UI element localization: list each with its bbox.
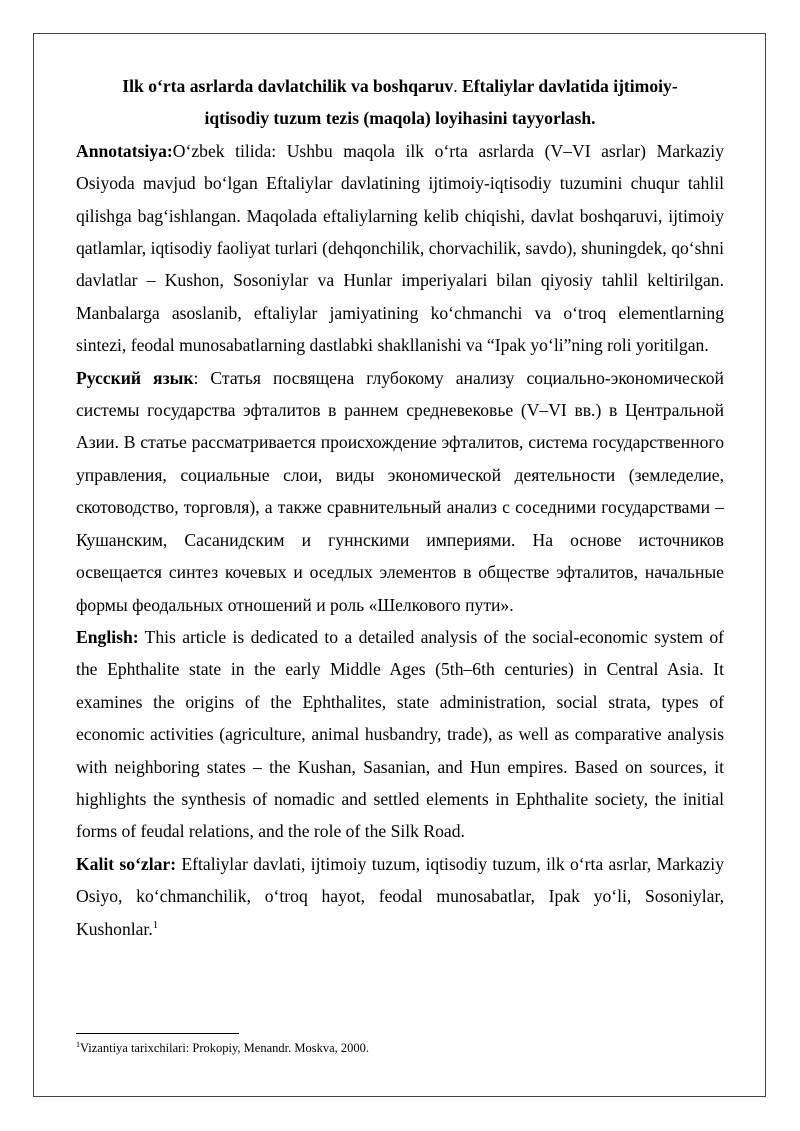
abstract-russian-text: : Статья посвящена глубокому анализу социально-экономической системы государства эфталитов в раннем средневековье (V–VI вв.) в Центральной Азии. В статье рассматривается происхождение эфталитов, система государственного управления, социальные слои, виды экономической деятельности (земледелие, скотоводство, торговля), а также сравнительный анализ с соседними государствами – Кушанским, Сасанидским и гуннскими империями. На основе источников освещается синтез кочевых и оседлых элементов в обществе эфталитов, начальные формы феодальных отношений и роль «Шелкового пути». bbox=[76, 367, 724, 615]
document-body bbox=[76, 70, 724, 945]
footnote-reference[interactable]: 1 bbox=[152, 918, 159, 931]
title-separator: . bbox=[453, 76, 462, 96]
keywords-text: Eftaliylar davlati, ijtimoiy tuzum, iqtisodiy tuzum, ilk o‘rta asrlar, Markaziy Osiyo, ko‘chmanchilik, o‘troq hayot, feodal munosabatlar, Ipak yo‘li, Sosoniylar, Kushonlar. bbox=[76, 853, 724, 939]
keywords bbox=[76, 848, 724, 945]
abstract-russian bbox=[76, 362, 724, 621]
title-line-2: iqtisodiy tuzum tezis (maqola) loyihasini tayyorlash. bbox=[204, 108, 596, 129]
keywords-label: Kalit so‘zlar: bbox=[76, 853, 177, 874]
abstract-uzbek-text: O‘zbek tilida: Ushbu maqola ilk o‘rta asrlarda (V–VI asrlar) Markaziy Osiyoda mavjud bo‘lgan Eftaliylar davlatining ijtimoiy-iqtisodiy tuzumini chuqur tahlil qilishga bag‘ishlangan. Maqolada eftaliylarning kelib chiqishi, davlat boshqaruvi, ijtimoiy qatlamlar, iqtisodiy faoliyat turlari (dehqonchilik, chorvachilik, savdo), shuningdek, qo‘shni davlatlar – Kushon, Sosoniylar va Hunlar imperiyalari bilan qiyosiy tahlil keltirilgan. Manbalarga asoslanib, eftaliylar jamiyatining ko‘chmanchi va o‘troq elementlarning sintezi, feodal munosabatlarning dastlabki shakllanishi va “Ipak yo‘li”ning roli yoritilgan. bbox=[76, 140, 724, 356]
abstract-russian-label: Русский язык bbox=[76, 367, 194, 388]
footnote-number: 1 bbox=[76, 1039, 80, 1049]
document-title bbox=[76, 70, 724, 135]
abstract-english-text: This article is dedicated to a detailed analysis of the social-economic system of the Ephthalite state in the early Middle Ages (5th–6th centuries) in Central Asia. It examines the origins of the Ephthalites, state administration, social strata, types of economic activities (agriculture, animal husbandry, trade), as well as comparative analysis with neighboring states – the Kushan, Sasanian, and Hun empires. Based on sources, it highlights the synthesis of nomadic and settled elements in Ephthalite society, the initial forms of feudal relations, and the role of the Silk Road. bbox=[76, 626, 724, 842]
abstract-english-label: English: bbox=[76, 626, 139, 647]
footnote bbox=[76, 1040, 369, 1056]
abstract-uzbek-label: Annotatsiya: bbox=[76, 140, 173, 161]
abstract-uzbek bbox=[76, 135, 724, 362]
footnote-text: Vizantiya tarixchilari: Prokopiy, Menandr. Moskva, 2000. bbox=[80, 1041, 370, 1055]
footnote-divider bbox=[76, 1033, 239, 1034]
title-part-1: Ilk o‘rta asrlarda davlatchilik va boshqaruv bbox=[122, 76, 454, 96]
title-part-2: Eftaliylar davlatida ijtimoiy- bbox=[462, 76, 678, 96]
title-line-1 bbox=[76, 70, 724, 102]
abstract-english bbox=[76, 621, 724, 848]
